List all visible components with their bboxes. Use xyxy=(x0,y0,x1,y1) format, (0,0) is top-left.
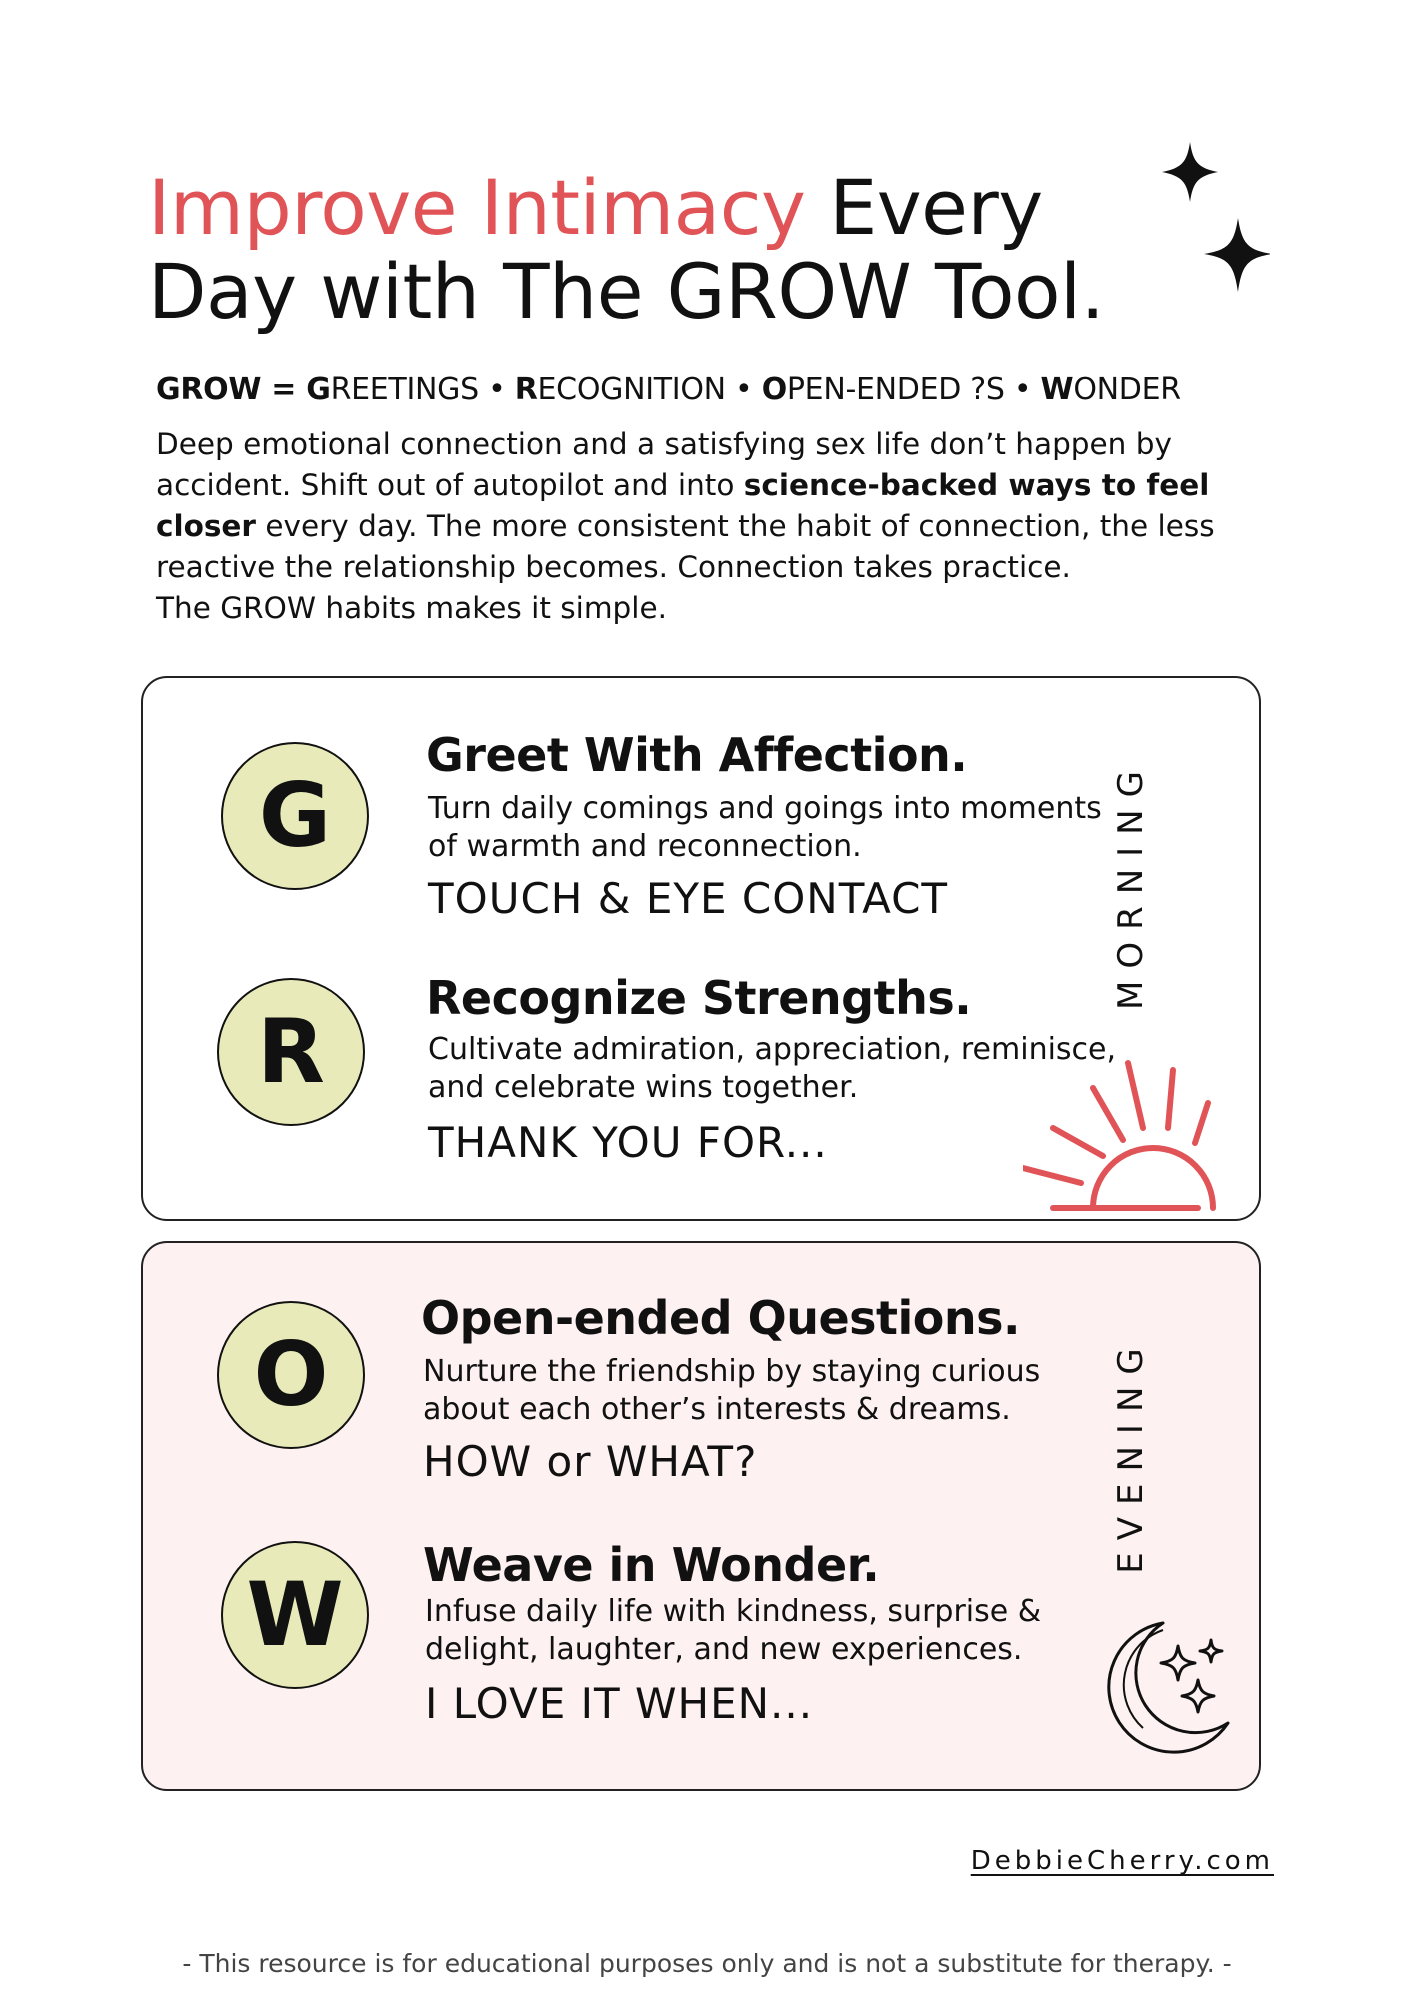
acronym-rest-w: ONDER xyxy=(1073,372,1181,407)
item-prompt-recognize: THANK YOU FOR... xyxy=(428,1118,828,1167)
acronym-separator: • xyxy=(478,372,515,407)
star-icon xyxy=(1182,1680,1214,1712)
item-prompt-weave: I LOVE IT WHEN... xyxy=(425,1679,814,1728)
acronym-letter-o: O xyxy=(761,372,787,407)
acronym-letter-r: R xyxy=(514,372,538,407)
acronym-separator: • xyxy=(1004,372,1041,407)
item-desc-weave: Infuse daily life with kindness, surprise & delight, laughter, and new experiences. xyxy=(425,1594,1042,1667)
sun-ray xyxy=(1128,1063,1143,1128)
item-title-recognize: Recognize Strengths. xyxy=(426,971,972,1025)
title-accent: Improve Intimacy xyxy=(148,163,806,252)
acronym-rest-r: ECOGNITION xyxy=(537,372,726,407)
disclaimer: - This resource is for educational purposes only and is not a substitute for therapy. - xyxy=(182,1949,1232,1978)
intro-paragraph xyxy=(156,424,1286,629)
acronym-letter-w: W xyxy=(1040,372,1074,407)
sun-ray xyxy=(1168,1070,1173,1128)
sun-ray xyxy=(1195,1103,1208,1143)
intro-text-cont: every day. The more consistent the habit of connection, the less reactive the relationship becomes. Connection takes practice. xyxy=(156,509,1215,584)
item-title-greet: Greet With Affection. xyxy=(426,728,968,782)
morning-label: MORNING xyxy=(1111,759,1151,1010)
sun-ray xyxy=(1093,1088,1123,1140)
acronym-letter-g: G xyxy=(306,372,331,407)
sparkle-small-icon xyxy=(1162,142,1218,202)
evening-card xyxy=(141,1241,1261,1791)
intro-closing: The GROW habits makes it simple. xyxy=(156,591,668,625)
star-icon xyxy=(1161,1646,1195,1680)
intro-text: Deep emotional connection and a satisfying sex life don’t happen by accident. Shift out of autopilot and into xyxy=(156,427,1172,502)
sparkle-large-icon xyxy=(1204,218,1270,292)
acronym-lead: GROW = xyxy=(156,372,307,407)
page-title xyxy=(148,163,1105,336)
title-line2: Day with The GROW Tool. xyxy=(148,247,1105,336)
letter-circle-o: O xyxy=(217,1301,365,1449)
sun-ray xyxy=(1023,1168,1081,1183)
letter-circle-r: R xyxy=(217,978,365,1126)
item-desc-recognize: Cultivate admiration, appreciation, reminisce, and celebrate wins together. xyxy=(428,1032,1117,1105)
item-prompt-open-ended: HOW or WHAT? xyxy=(423,1437,758,1486)
item-prompt-greet: TOUCH & EYE CONTACT xyxy=(428,874,949,923)
morning-card xyxy=(141,676,1261,1221)
sun-ray xyxy=(1053,1128,1103,1156)
sun-arc xyxy=(1093,1148,1213,1208)
item-desc-open-ended: Nurture the friendship by staying curious about each other’s interests & dreams. xyxy=(423,1354,1041,1427)
item-title-open-ended: Open-ended Questions. xyxy=(421,1291,1020,1345)
item-desc-greet: Turn daily comings and goings into moments of warmth and reconnection. xyxy=(428,791,1102,864)
website-link[interactable]: DebbieCherry.com xyxy=(970,1846,1274,1876)
evening-label: EVENING xyxy=(1111,1336,1151,1574)
sunrise-icon xyxy=(1023,1058,1223,1218)
acronym-rest-o: PEN-ENDED ?S xyxy=(786,372,1005,407)
intro-bold: science-backed ways to feel closer xyxy=(156,468,1210,543)
moon-stars-icon xyxy=(1103,1618,1233,1758)
grow-acronym xyxy=(156,372,1181,407)
item-title-weave: Weave in Wonder. xyxy=(423,1538,880,1592)
title-line1-rest: Every xyxy=(805,163,1043,252)
letter-circle-g: G xyxy=(221,742,369,890)
acronym-rest-g: REETINGS xyxy=(330,372,479,407)
letter-circle-w: W xyxy=(221,1541,369,1689)
sparkles-icon xyxy=(1150,140,1270,310)
star-icon xyxy=(1200,1640,1222,1662)
acronym-separator: • xyxy=(725,372,762,407)
